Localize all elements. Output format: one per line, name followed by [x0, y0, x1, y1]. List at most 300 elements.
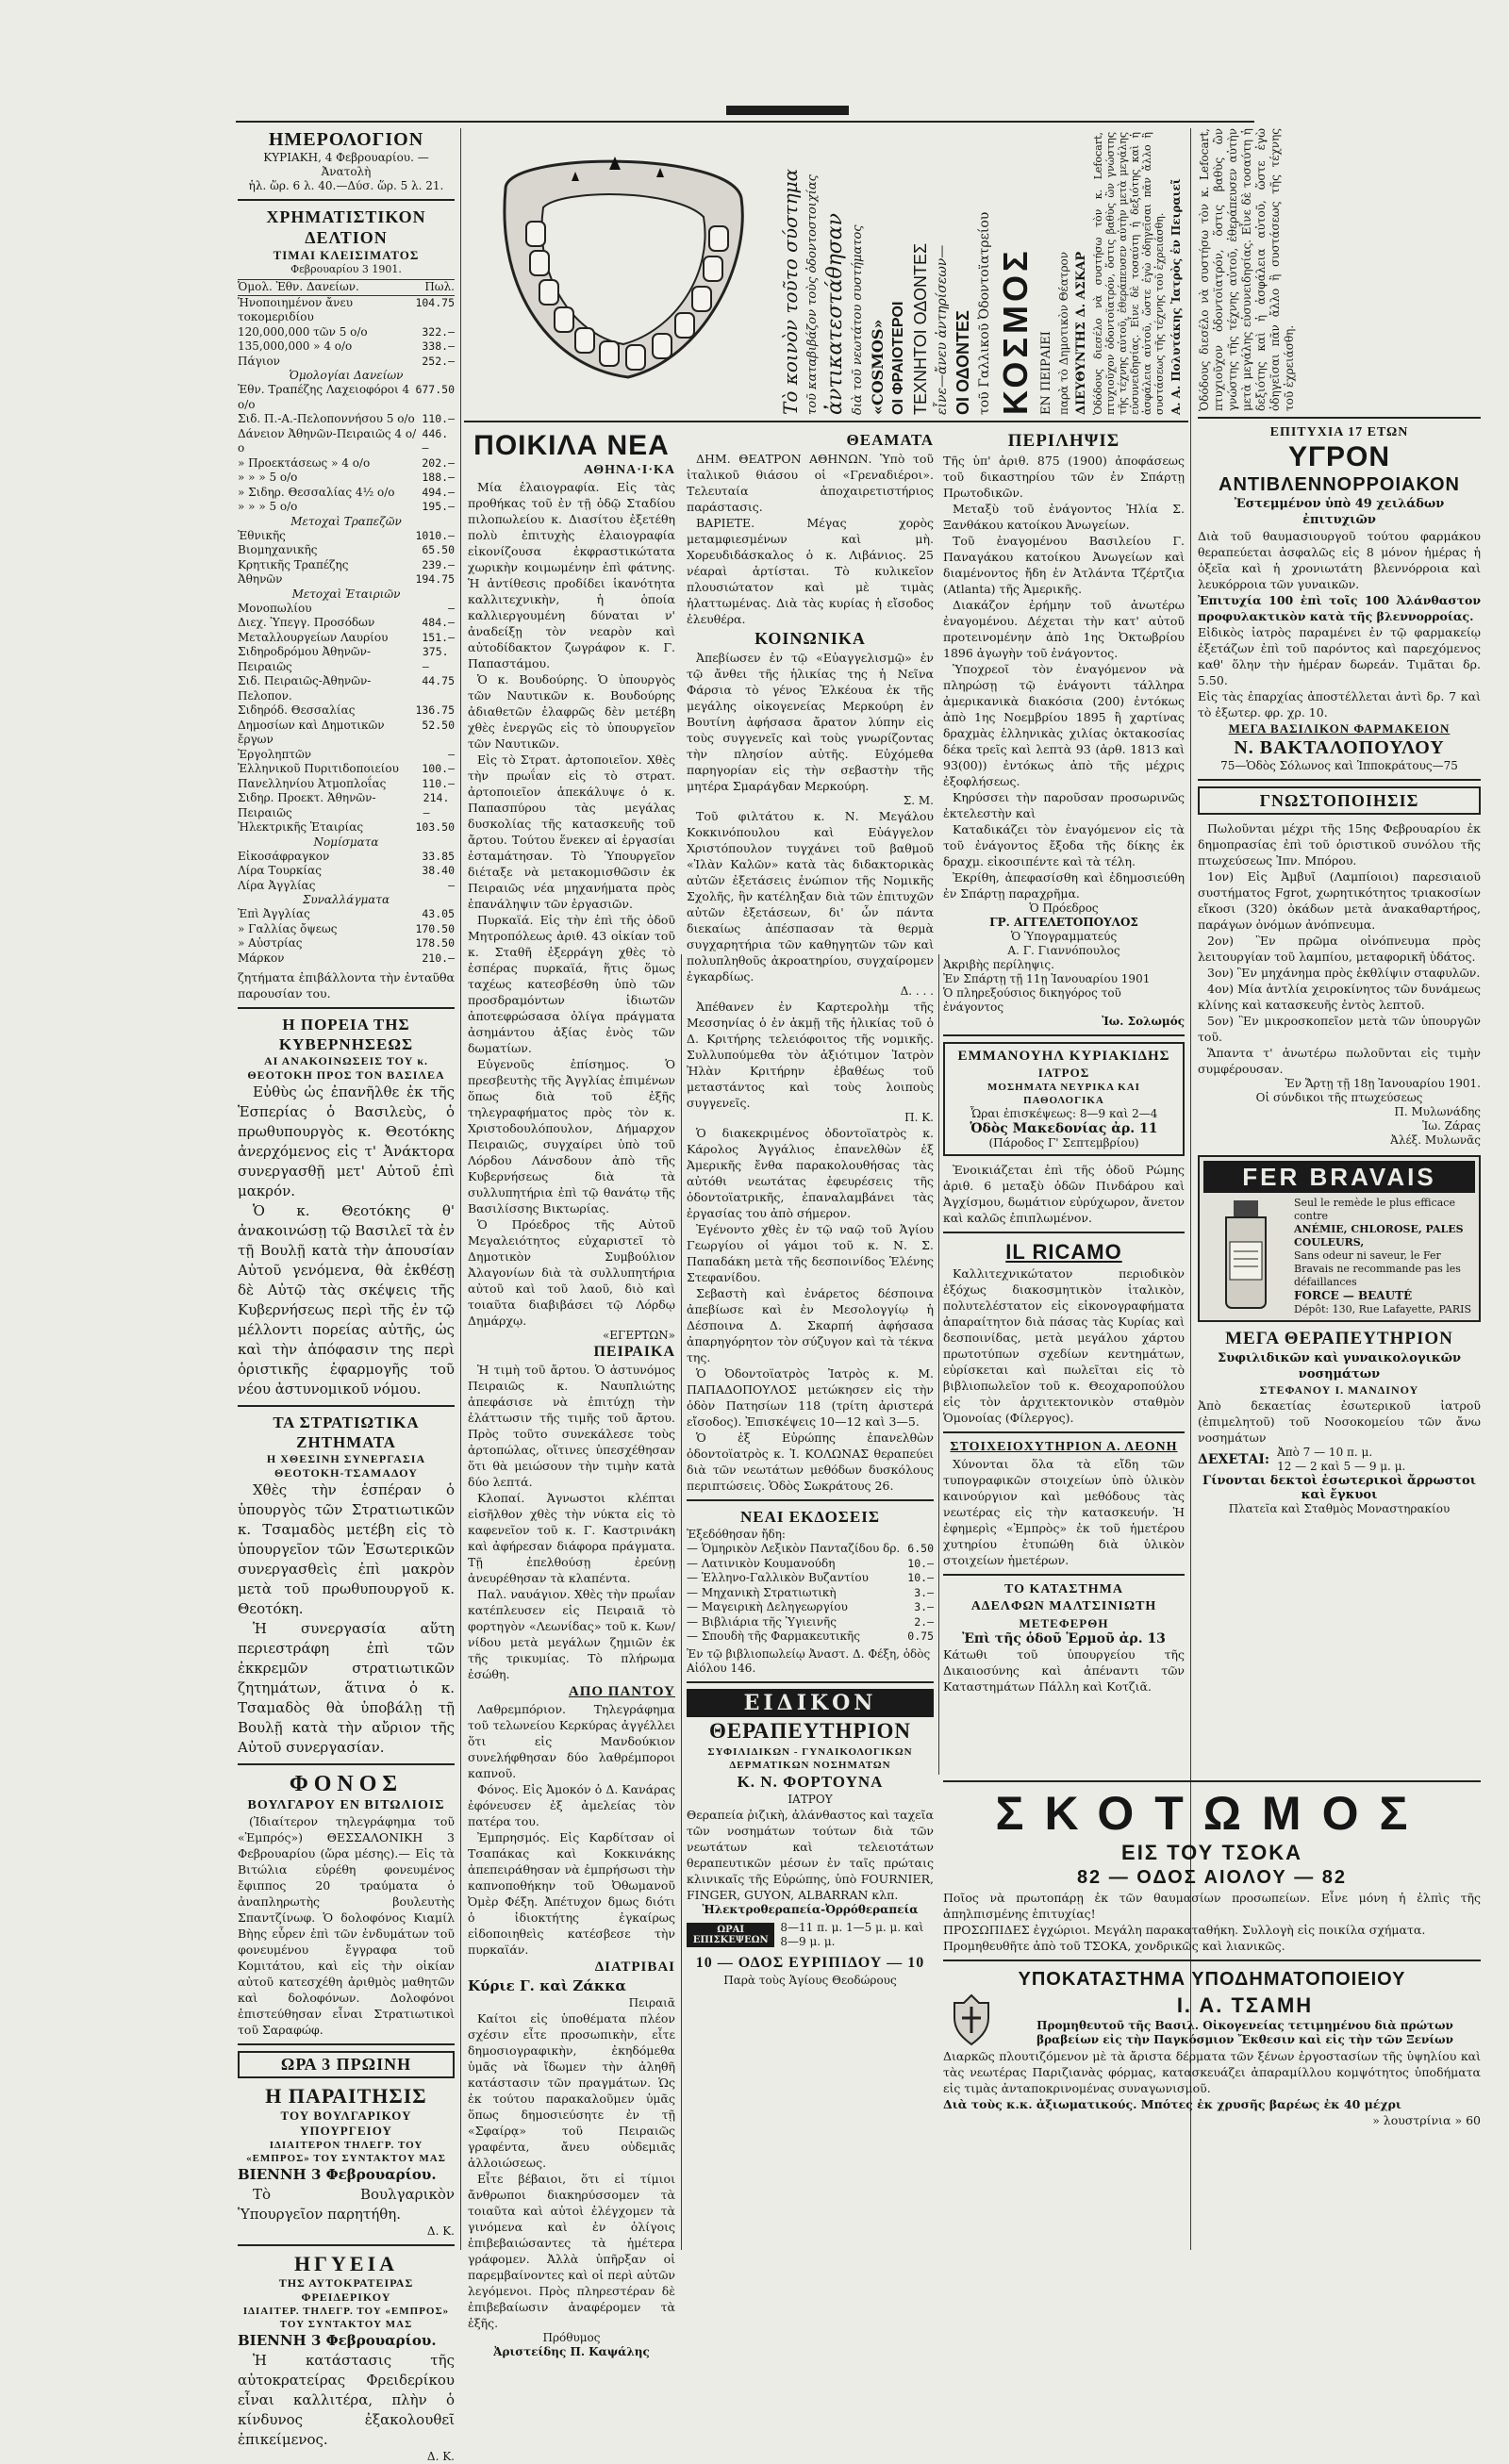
column-2: [468, 430, 675, 2359]
article-text: Ὁ Ὀδοντοϊατρὸς Ἰατρὸς κ. Μ. ΠΑΠΑΔΟΠΟΥΛΟΣ μετώκησεν εἰς τὴν ὁδὸν Πατησίων 118 (τρίτη ἀριστερά εἴσοδος). Ἐπισκέψεις 10—12 καὶ 3—5.: [687, 1366, 934, 1429]
ad-banner: ΕΙΔΙΚΟΝ: [687, 1689, 934, 1717]
ad-line: Ὁδόδους διεσέλο νὰ συστήσω τὸν κ. Lefocart, πτυχιοῦχον ὀδοντοϊατρόν, ὅστις βαθὺς ὢν γνώστης τῆς τέχνης αὐτοῦ, ἐθεράπευσεν αὐτὴν μετὰ μεγάλης εὐσυνειδησίας. Εἶνε δὲ τοσαύτη ἡ δεξιότης καὶ ἡ ἀσφάλεια αὐτοῦ, ὥστε ἐγὼ ὀδηγεῖσαι πᾶν ἄλλο ἢ συστάσεως τῆς τέχνης τοῦ ἐχρειάσθη.: [1092, 132, 1166, 415]
headline: ΦΟΝΟΣ: [289, 1772, 404, 1796]
calendar-line: ἡλ. ὥρ. 6 λ. 40.—Δύσ. ὥρ. 5 λ. 21.: [248, 179, 444, 192]
table-row: [238, 383, 455, 412]
signature: Πρόθυμος: [542, 2331, 601, 2344]
row-value: 239.—: [422, 557, 455, 571]
article-text: Ἐγένοντο χθὲς ἐν τῷ ναῷ τοῦ Ἁγίου Γεωργίου οἱ γάμοι τοῦ κ. Ν. Σ. Παπαδάκη μετὰ τῆς δεσποινίδος Ἑλένης Στεφανίδου.: [687, 1222, 934, 1284]
article-text: Μία ἐλαιογραφία. Εἰς τὰς προθήκας τοῦ ἐν τῇ ὁδῷ Σταδίου πιλοπωλείου κ. Διασίτου ἐξετέθη πολὺ ἐπιτυχὴς ἐλαιογραφία εἰκονίζουσα ἐκφραστικώτατα χωρικὴν κοιμωμένην ἐπὶ φάτνης. Ἡ ἀντίθεσις προδίδει ἱκανότητα καλλιτεχνικὴν, ἡ ὁποία καλλιεργουμένη δύναται ν' ἀναδείξῃ τὸν νεαρὸν καὶ αὐτοδίδακτον ζωγράφον κ. Γ. Παπαστάμου.: [468, 480, 675, 670]
exchange-section: Νομίσματα: [313, 835, 379, 849]
hours-value: Ἀπὸ 7 — 10 π. μ.: [1277, 1446, 1373, 1459]
ad-address: 75—Ὁδὸς Σόλωνος καὶ Ἱπποκράτους—75: [1220, 759, 1458, 772]
article-text: Παλ. ναυάγιον. Χθὲς τὴν πρωΐαν κατέπλευσεν εἰς Πειραιᾶ τὸ φορτηγὸν «Λεωνίδας» τοῦ κ. Κων/νίδου μετὰ μεγάλων ζημιῶν ἐκ τῆς τρικυμίας. Τὸ πλήρωμα ἐσώθη.: [468, 1587, 675, 1681]
article-text: Ὁ διακεκριμένος ὀδοντοϊατρὸς κ. Κάρολος Ἀγγάλιος ἐπανελθὼν ἐξ Ἀμερικῆς ἔνθα παρακολουθήσας τὰς αὐτόθι νεωτάτας ἐφευρέσεις τῆς ὀδοντοϊατρικῆς, ἐπαναλαμβάνει τὰς ἐργασίας του ἀπὸ σήμερον.: [687, 1126, 934, 1220]
column-1: [238, 128, 455, 2464]
rule: [464, 421, 1188, 422]
ad-line: ἀντικατεστάθησαν: [823, 212, 847, 415]
rule: [943, 1034, 1185, 1036]
column-3: [687, 430, 934, 1988]
exchange-section: Μετοχαὶ Τραπεζῶν: [290, 514, 402, 528]
ad-text: Εἰδικὸς ἰατρὸς παραμένει ἐν τῷ φαρμακείῳ ἐξετάζων ἐπὶ τοῦ παρόντος καὶ παρεχόμενος καθ' ὅλην τὴν ἡμέραν δωρεάν. Τιμᾶται δρ. 5.50.: [1198, 625, 1481, 687]
rule: [943, 1574, 1185, 1576]
ad-text: Διαρκῶς πλουτιζόμενον μὲ τὰ ἄριστα δέρματα τῶν ξένων ἐργοστασίων τῆς ὑψηλίου καὶ τὰς νεωτέρας Παριζιανὰς φόρμας, κατασκευάζει ἀπαραμίλλου κομψότητος ὑποδήματα εἰς τιμὰς ἀνταποκρινομένας συναγωνισμοῦ.: [943, 2049, 1481, 2095]
row-label: 120,000,000 τῶν 5 ο/ο: [238, 324, 368, 339]
rule: [238, 2244, 455, 2246]
row-label: Σιδηρ. Προεκτ. Ἀθηνῶν-Πειραιῶς: [238, 791, 376, 819]
telegram-label: ΙΔΙΑΙΤΕΡΟΝ ΤΗΛΕΓΡ. ΤΟΥ «ΕΜΠΡΟΣ» ΤΟΥ ΣΥΝΤΑΚΤΟΥ ΜΑΣ: [246, 2140, 446, 2164]
table-row: [238, 777, 455, 792]
dateline: ΒΙΕΝΝΗ 3 Φεβρουαρίου.: [238, 2332, 437, 2349]
subheadline: ΤΗΣ ΑΥΤΟΚΡΑΤΕΙΡΑΣ ΦΡΕΙΔΕΡΙΚΟΥ: [278, 2276, 414, 2304]
exchange-section: Ὁμολογίαι Δανείων: [289, 369, 404, 382]
column-divider: [681, 954, 682, 2250]
table-row: [238, 486, 455, 501]
article-text: Τὸ Βουλγαρικὸν Ὑπουργεῖον παρητήθη.: [238, 2186, 455, 2223]
telegram-label: ΙΔΙΑΙΤΕΡ. ΤΗΛΕΓΡ. ΤΟΥ «ΕΜΠΡΟΣ» ΤΟΥ ΣΥΝΤΑΚΤΟΥ ΜΑΣ: [242, 2306, 450, 2330]
row-label: » Γαλλίας ὄψεως: [238, 921, 338, 935]
signature: Οἱ σύνδικοι τῆς πτωχεύσεως: [1255, 1091, 1423, 1104]
subsection-title: ΠΕΙΡΑΙΚΑ: [593, 1344, 675, 1360]
headline: ΗΓΥΕΙΑ: [293, 2252, 399, 2275]
rule: [238, 199, 455, 201]
row-value: 38.40: [422, 864, 455, 877]
row-value: 33.85: [422, 849, 455, 863]
article-text: Ἐν Σπάρτῃ τῇ 11ῃ Ἰανουαρίου 1901: [943, 972, 1151, 985]
ad-role: ΙΑΤΡΟΥ: [788, 1792, 833, 1806]
article-text: Πωλοῦνται μέχρι τῆς 15ης Φεβρουαρίου ἐκ δημοπρασίας ἐπὶ τοῦ ὁριστικοῦ συνόλου τῆς πτωχεύσεως Ἰπν. Μπόρου.: [1198, 821, 1481, 868]
exchange-table: [238, 850, 455, 894]
article-text: Ἐν Ἄρτῃ τῇ 18ῃ Ἰανουαρίου 1901.: [1285, 1077, 1481, 1090]
table-row: [687, 1615, 934, 1630]
rule: [943, 1431, 1185, 1433]
headline: Η ΠΑΡΑΙΤΗΣΙΣ: [265, 2084, 427, 2108]
column-divider: [460, 128, 461, 2250]
table-row: [687, 1557, 934, 1572]
row-value: 1010.—: [415, 528, 455, 542]
article-text: ζητήματα ἐπιβάλλοντα τὴν ἐνταῦθα παρουσίαν του.: [238, 970, 455, 1000]
table-row: [238, 850, 455, 865]
table-row: [238, 296, 455, 325]
signature: Σ. Μ.: [903, 794, 934, 807]
table-row: [238, 325, 455, 340]
row-label: Σιδ. Π.-Α.-Πελοποννήσου 5 ο/ο: [238, 412, 415, 425]
article-text: Πυρκαϊά. Εἰς τὴν ἐπὶ τῆς ὁδοῦ Μητροπόλεως ἀριθ. 43 οἰκίαν τοῦ κ. Σταθῆ ἐξερράγη χθὲς τὸ ἑσπέρας πυρκαϊά, ἥτις ὅμως ταχέως κατεσβέσθη ὑπὸ τῶν προσδραμόντων ἰδιωτῶν ἀποτεφρώσασα ὀλίγα πράγματα ἀσημάντου ἀξίας ἐνὸς τῶν δωματίων.: [468, 913, 675, 1055]
article-text: Χθὲς τὴν ἑσπέραν ὁ ὑπουργὸς τῶν Στρατιωτικῶν κ. Τσαμαδὸς μετέβη εἰς τὸ ὑπουργεῖον τῶν Ἐσωτερικῶν συνεργασθεὶς ἐπὶ μακρὸν μετὰ τοῦ πρωθυπουργοῦ κ. Θεοτόκη.: [238, 1481, 455, 1617]
table-row: [687, 1542, 934, 1557]
ad-subtitle: ΑΝΤΙΒΛΕΝΝΟΡΡΟΙΑΚΟΝ: [1219, 474, 1460, 495]
row-label: Μονοπωλίου: [238, 601, 312, 615]
row-value: —: [448, 878, 455, 892]
ad-subtitle: ΜΟΣΗΜΑΤΑ ΝΕΥΡΙΚΑ ΚΑΙ ΠΑΘΟΛΟΓΙΚΑ: [987, 1082, 1140, 1106]
signature: Ἰω. Σολωμός: [1102, 1015, 1185, 1028]
ad-title: ΣΚΟΤΩΜΟΣ: [995, 1787, 1429, 1840]
row-value: 10.—: [907, 1571, 934, 1584]
notice-box: [1198, 786, 1481, 815]
row-label: — Βιβλιάρια τῆς Ὑγιεινῆς: [687, 1614, 837, 1629]
denture-illustration: [468, 132, 773, 415]
table-row: [238, 456, 455, 471]
article-text: Ἡ κατάστασις τῆς αὐτοκρατείρας Φρειδερίκου εἶναι καλλιτέρα, πλὴν ὁ κίνδυνος ἐξακολουθεῖ ἐπικείμενος.: [238, 2352, 455, 2448]
row-label: Πανελληνίου Ἀτμοπλοΐας: [238, 776, 387, 790]
table-row: [238, 616, 455, 631]
row-label: » Αὐστρίας: [238, 936, 303, 950]
article-text: Ὁ ἐξ Εὐρώπης ἐπανελθὼν ὀδοντοϊατρὸς κ. Ἰ. ΚΟΛΩΝΑΣ θεραπεύει διὰ τῶν νεωτάτων μεθόδων δυσκόλους περιπτώσεις. Ὁδὸς Σωκράτους 26.: [687, 1430, 934, 1493]
table-row: [238, 907, 455, 922]
table-row: [238, 864, 455, 879]
row-value: 494.—: [422, 485, 455, 499]
ad-text: Χύνονται ὅλα τὰ εἴδη τῶν τυπογραφικῶν στοιχείων ὑπὸ ὑλικὸν καινούργιον καὶ μεθόδους τὰς νεωτέρας εἰς τὴν κατασκευήν. Ἡ ἐφημερὶς «Ἐμπρὸς» ἐκ τοῦ ἡμετέρου χυτηρίου ἐτυπώθη διὰ ὑλικὸν στοιχείων ἡμετέρων.: [943, 1457, 1185, 1567]
article-text: Κλοπαί. Ἀγνωστοι κλέπται εἰσῆλθον χθὲς τὴν νύκτα εἰς τὸ καφενεῖον τοῦ κ. Γ. Καστρινάκη καὶ ἀφήρεσαν διάφορα πράγματα. Τῇ ἐπελθούσῃ ἐρεύνῃ ἀνευρέθησαν τὰ κλαπέντα.: [468, 1491, 675, 1585]
article-text: Ἅπαντα τ' ἀνωτέρω πωλοῦνται εἰς τιμὴν συμφέρουσαν.: [1198, 1046, 1481, 1076]
article-text: Διακάζον ἐρήμην τοῦ ἀνωτέρω ἐναγομένου. Δέχεται τὴν κατ' αὐτοῦ προτεινομένην ἀπὸ 1ης Ὀκτωβρίου 1896 ἀγωγὴν τοῦ ἐνάγοντος.: [943, 598, 1185, 660]
row-value: —: [448, 601, 455, 615]
signature: Π. Κ.: [904, 1111, 934, 1124]
ad-line: Sans odeur ni saveur, le Fer Bravais ne recommande pas les défaillances: [1294, 1249, 1461, 1288]
ad-banner: ΕΠΙΤΥΧΙΑ 17 ΕΤΩΝ: [1269, 425, 1409, 439]
table-row: [238, 951, 455, 967]
top-rule: [236, 121, 1254, 123]
ad-text: » λουστρίνια » 60: [1372, 2113, 1481, 2127]
ad-text: Κάτωθι τοῦ ὑπουργείου τῆς Δικαιοσύνης καὶ ἀπέναντι τῶν Καταστημάτων Πάλλη καὶ Κοτζιᾶ.: [943, 1647, 1185, 1694]
hours-label: ΩΡΑΙ ΕΠΙΣΚΕΨΕΩΝ: [687, 1923, 774, 1947]
ad-line: ANÉMIE, CHLOROSE, PALES COULEURS,: [1294, 1223, 1464, 1249]
bottle-icon: [1203, 1197, 1288, 1310]
row-label: Λίρα Ἀγγλίας: [238, 878, 316, 892]
row-label: — Σπουδὴ τῆς Φαρμακευτικῆς: [687, 1629, 860, 1643]
ad-title: ΥΓΡΟΝ: [1287, 441, 1391, 472]
row-value: 3.—: [914, 1585, 934, 1599]
exchange-header: [238, 279, 455, 296]
signature: Δ. Κ.: [426, 2450, 455, 2463]
ad-text: Ἀπὸ δεκαετίας ἐσωτερικοῦ ἰατροῦ (ἐπιμελητοῦ) τοῦ Νοσοκομείου τῶν ἄνω νοσημάτων: [1198, 1398, 1481, 1445]
article-text: Ὁ κ. Βουδούρης. Ὁ ὑπουργὸς τῶν Ναυτικῶν κ. Βουδούρης ἀδιαθετῶν ἐλαφρῶς δὲν μετέβη χθὲς ἐνεργῶς εἰς τὸ ὑπουργεῖον τῶν Ναυτικῶν.: [468, 672, 675, 751]
row-value: 6.50: [907, 1542, 934, 1555]
section-title: ΚΟΙΝΩΝΙΚΑ: [754, 629, 866, 648]
section-title: ΠΕΡΙΛΗΨΙΣ: [1007, 431, 1120, 451]
masthead-strip: [236, 102, 1254, 123]
signature: Δ. Κ.: [426, 2224, 455, 2238]
row-label: Ἀθηνῶν: [238, 572, 283, 586]
signature: Ὁ Πρόεδρος: [1029, 901, 1099, 915]
ad-name: Ι. Α. ΤΣΑΜΗ: [1176, 1993, 1314, 2017]
ad-text: Ποῖος νὰ πρωτοπάρῃ ἐκ τῶν θαυμασίων προσωπείων. Εἶνε μόνη ἡ ἐλπὶς τῆς ἀπηλπισμένης ἐπιτυχίας!: [943, 1891, 1481, 1921]
column-divider: [938, 954, 939, 1775]
row-label: Διεχ. Ὑπεγγ. Προσόδων: [238, 616, 375, 629]
exchange-col-label: Ὁμολ. Ἐθν. Δανείων.: [238, 280, 359, 293]
signature: Ὁ Ὑπογραμματεύς: [1010, 930, 1118, 943]
table-row: [687, 1586, 934, 1601]
ad-line: ΟΙ ΟΔΟΝΤΕΣ: [953, 310, 972, 415]
ad-line: FORCE — BEAUTÉ: [1294, 1289, 1413, 1302]
row-value: 110.—: [422, 412, 455, 425]
rule: [943, 1232, 1185, 1233]
ad-doctor: ΣΤΕΦΑΝΟΥ Ι. ΜΑΝΔΙΝΟΥ: [1259, 1383, 1419, 1397]
section-title: ΘΕΑΜΑΤΑ: [846, 431, 934, 449]
table-row: [238, 471, 455, 486]
row-label: » » » 5 ο/ο: [238, 500, 298, 513]
ad-line: παρὰ τὸ Δημοτικὸν Θέατρον: [1057, 251, 1070, 415]
table-row: [238, 339, 455, 355]
row-value: 214.—: [423, 791, 450, 819]
exchange-title: ΧΡΗΜΑΤΙΣΤΙΚΟΝ ΔΕΛΤΙΟΝ: [266, 207, 426, 247]
ad-title: FER BRAVAIS: [1203, 1161, 1475, 1193]
row-value: 210.—: [422, 951, 455, 965]
exchange-date: Φεβρουαρίου 3 1901.: [290, 263, 402, 275]
row-label: Δημοσίων καὶ Δημοτικῶν ἔργων: [238, 718, 385, 746]
row-value: 0.75: [907, 1629, 934, 1643]
article-text: Ἐξεδόθησαν ἤδη:: [687, 1528, 786, 1541]
table-row: [238, 922, 455, 937]
ad-text: Εἰς τὰς ἐπαρχίας ἀποστέλλεται ἀντὶ δρ. 7 καὶ τὸ ἐξωτερ. φρ. χρ. 10.: [1198, 689, 1481, 719]
ad-title: ΜΕΓΑ ΘΕΡΑΠΕΥΤΗΡΙΟΝ: [1225, 1329, 1453, 1348]
signature: Ἀριστείδης Π. Καψάλης: [493, 2345, 650, 2358]
row-value: 677.50: [415, 383, 455, 396]
article-text: Τοῦ ἐναγομένου Βασιλείου Γ. Παναγάκου κατοίκου Ἀνωγείων καὶ διαμένοντος ἤδη ἐν Ἀτλάντα Τζέρτζια (Atlanta) τῆς Ἀμερικῆς.: [943, 534, 1185, 596]
ad-text: Ἠλεκτροθεραπεία-Ὀρρόθεραπεία: [702, 1902, 919, 1916]
article-text: Εὐγενοῦς ἐπίσημος. Ὁ πρεσβευτὴς τῆς Ἀγγλίας ἐπιμένων ὅπως διὰ τοῦ ἐξῆς τηλεγραφήματος πρὸς τὸν κ. Χριστοδουλόπουλον, Δήμαρχον Πειραιῶς, συγχαίρει ὑπὸ τοῦ Λόρδου Λάνσδουν ἀπὸ τῆς Κυβερνήσεως διὰ τὰ συλλυπητήρια ἐπὶ τῷ θανάτῳ τῆς Βασιλίσσης Βικτωρίας.: [468, 1057, 675, 1215]
article-text: Ἐμπρησμός. Εἰς Καρδίτσαν οἱ Τσαπάκας καὶ Κοκκινάκης ἀπεπειράθησαν νὰ ἐμπρήσωσι τὴν καπνοποθήκην τοῦ Ὀθωμανοῦ Ὀμὲρ Φέξη. Ἀπέτυχον δμως διότι ὁ ἰδιοκτήτης ἐγκαίρως εἰδοποιηθεὶς κατέσβεσε τὴν πυρκαϊάν.: [468, 1830, 675, 1957]
headline: ΩΡΑ 3 ΠΡΩΙΝΗ: [280, 2055, 412, 2074]
salutation: Κύριε Γ. καὶ Ζάκκα: [468, 1977, 626, 1994]
ad-text: Διὰ τοῦ θαυμασιουργοῦ τούτου φαρμάκου θεραπεύεται ἀσφαλῶς εἰς 8 μόνον ἡμέρας ἡ ὀξεῖα καὶ ἡ χρονιωτάτη βλεννόρροια καὶ λευκόρροια τῶν γυναικῶν.: [1198, 529, 1481, 591]
table-row: [238, 674, 455, 703]
section-title: ΓΝΩΣΤΟΠΟΙΗΣΙΣ: [1259, 791, 1419, 810]
table-row: [238, 703, 455, 719]
hours-row: [1198, 1446, 1481, 1474]
article-text: Ἀπέθανεν ἐν Καρτερολὴμ τῆς Μεσσηνίας ὁ ἐν ἀκμῇ τῆς ἡλικίας τοῦ ὁ Δ. Κριτήρης τελειόφοιτος τῆς νομικῆς. Συλλυπούμεθα τὸν ἀξιότιμον Ἰατρὸν Ἠλὰν Κριτήρην ἐβαθέως τοῦ μεταστάντος καὶ τοὺς λοιποὺς συγγενεῖς.: [687, 1000, 934, 1110]
article-text: Ἐν τῷ βιβλιοπωλείῳ Ἀναστ. Δ. Φέξη, ὁδὸς Αἰόλου 146.: [687, 1646, 931, 1675]
table-row: [238, 355, 455, 370]
ad-address: Ὁδὸς Μακεδονίας ἀρ. 11: [970, 1121, 1158, 1136]
ad-box: [943, 1042, 1185, 1156]
row-value: 484.—: [422, 616, 455, 629]
ad-line: ΔΙΕΥΘΥΝΤΗΣ Δ. ΑΣΚΑΡ: [1074, 251, 1088, 415]
column-5: [1198, 128, 1481, 1516]
ad-text: Γίνονται δεκτοὶ ἐσωτερικοὶ ἄρρωστοι καὶ ἔγκυοι: [1202, 1474, 1476, 1502]
row-label: » Προεκτάσεως » 4 ο/ο: [238, 455, 371, 470]
signature: Ἰω. Ζάρας: [1422, 1119, 1481, 1133]
article-text: Ἡ συνεργασία αὕτη περιεστράφη ἐπὶ τῶν ἐκκρεμῶν στρατιωτικῶν ζητημάτων, ἅτινα ὁ κ. Τσαμαδὸς θὰ ὑποβάλῃ τῇ Βουλῇ κατὰ τὴν αὔριον τῆς Αὐτοῦ συνεργασίαν.: [238, 1620, 455, 1756]
rule: [1198, 779, 1481, 781]
ad-text: Ἐπιτυχία 100 ἐπὶ τοῖς 100 Ἀλάνθαστον προφυλακτικὸν κατὰ τῆς βλεννορροίας.: [1198, 593, 1481, 623]
article-text: Τοῦ φιλτάτου κ. Ν. Μεγάλου Κοκκινόπουλου καὶ Εὐάγγελον Χριστόπουλον τυγχάνει τοῦ βαθμοῦ «Ἰλὰν Καλῶν» κατὰ τὰς διδακτορικὰς αὐτῶν ἐξετάσεις ἐνώπιον τῆς Νομικῆς Σχολῆς, ἣν κατέληξαν διὰ τῶν ἐπιτυχῶν αὐτῶν ἐξετάσεων, δι' ὧν πάντα διεκαίως ἀπέσπασαν τὰ θερμὰ συγχαρητήρια τῶν καθηγητῶν τῶν καὶ πολυπληθοῦς ἀκροατηρίου, συγχαίρομεν ἐγκαρδίως.: [687, 809, 934, 984]
ad-text: Διὰ τοὺς κ.κ. ἀξιωματικούς. Μπότες ἐκ χρυσῆς βαρέως ἐκ 40 μέχρι: [943, 2097, 1401, 2111]
row-label: Δάνειον Ἀθηνῶν-Πειραιῶς 4 ο/ο: [238, 426, 417, 455]
row-label: » Σιδηρ. Θεσσαλίας 4½ ο/ο: [238, 485, 395, 499]
table-row: [238, 719, 455, 748]
article-text: 3ον) Ἓν μηχάνημα πρὸς ἐκθλίψιν σταφυλῶν.: [1207, 966, 1481, 980]
column-4: [943, 430, 1185, 1695]
article-text: Καταδικάζει τὸν ἐναγόμενον εἰς τὰ τοῦ ἐνάγοντος ἔξοδα τῆς δίκης ἐκ δραχμ. εἰκοσιπέντε καὶ τὰ τέλη.: [943, 822, 1185, 868]
table-row: [238, 558, 455, 573]
row-label: — Λατινικὸν Κουμανούδη: [687, 1556, 836, 1570]
exchange-table: [238, 602, 455, 835]
article-text: ΒΑΡΙΕΤΕ. Μέγας χορὸς μεταμφιεσμένων καὶ μὴ. Χορευδιδάσκαλος ὁ κ. Λιβάνιος. 25 νέαραὶ ἀρτίσται. Τὸ κυλικεῖον πλουσιώτατον καὶ μὲ τιμὰς ἡλαττωμένας. Διὰ τὰς κυρίας ἡ εἴσοδος ἐλευθέρα.: [687, 516, 934, 626]
row-value: 375.—: [422, 645, 449, 673]
row-value: 65.50: [422, 543, 455, 556]
article-text: 4ον) Μία ἀντλία χειροκίνητος τῶν δυνάμεως κλίνης καὶ κατασκευῆς ἐντὸς λεπτοῦ.: [1198, 982, 1481, 1012]
signature: Α. Γ. Γιαννόπουλος: [1007, 944, 1120, 957]
ad-line: ΕΝ ΠΕΙΡΑΙΕΙ: [1039, 331, 1053, 415]
hours-value: 8—11 π. μ. 1—5 μ. μ. καὶ 8—9 μ. μ.: [780, 1920, 924, 1948]
exchange-table: [238, 907, 455, 966]
crest-illustration: [943, 1992, 1000, 2048]
subsection-title: ΔΙΑΤΡΙΒΑΙ: [594, 1960, 675, 1975]
row-label: 135,000,000 » 4 ο/ο: [238, 339, 353, 353]
ad-line: Dépôt: 130, Rue Lafayette, PARIS: [1294, 1303, 1472, 1315]
time-box: [238, 2051, 455, 2078]
rule: [238, 2043, 455, 2045]
ad-address: Παρὰ τοὺς Ἁγίους Θεοδώρους: [723, 1973, 897, 1987]
ad-address: (Πάροδος Γ' Σεπτεμβρίου): [988, 1136, 1139, 1149]
ad-text: Θεραπεία ῥιζικὴ, ἀλάνθαστος καὶ ταχεῖα τῶν νοσημάτων τούτων διὰ τῶν νεωτάτων καὶ τελειοτάτων θεραπευτικῶν μέσων ἐν ταῖς πρώταις κλινικαῖς τῆς Εὐρώπης, ὑπὸ FOURNIER, FINGER, GUYON, ALBARRAN κλπ.: [687, 1807, 934, 1902]
table-row: [238, 500, 455, 515]
article-text: Καίτοι εἰς ὑποθέματα πλέον σχέσιν εἶτε προσωπικὴν, εἶτε δημοσιογραφικὴν, ἐκηδόμεθα ὑμᾶς νὰ ἴδωμεν τὴν ἀληθῆ κατάστασιν τῶν πραγμάτων. Ὡς ἐκ τούτου παρακαλοῦμεν ὑμᾶς ὅπως δημοσιεύσητε ἐν τῇ «Σφαίρᾳ» τοῦ Πειραιῶς γραφέντα, ἄνευ οὐδεμιᾶς ἀλλοιώσεως.: [468, 2011, 675, 2170]
ad-address: 82 — ΟΔΟΣ ΑΙΟΛΟΥ — 82: [1076, 1867, 1348, 1888]
section-title: ΝΕΑΙ ΕΚΔΟΣΕΙΣ: [740, 1508, 880, 1526]
ad-line: τοῦ Γαλλικοῦ Ὀδοντοϊατρείου: [977, 211, 992, 415]
exchange-table: [238, 529, 455, 587]
ad-line: ΚΟΣΜΟΣ: [996, 247, 1035, 415]
article-text: Ἐκρίθη, ἀπεφασίσθη καὶ ἐδημοσιεύθη ἐν Σπάρτῃ παραχρῆμα.: [943, 870, 1185, 901]
table-row: [238, 543, 455, 558]
skotomos-ad: [943, 1786, 1481, 2128]
ad-text: ΠΡΟΣΩΠΙΔΕΣ ἐγχώριοι. Μεγάλη παρακαταθήκη. Συλλογὴ εἰς ποικίλα σχήματα.: [943, 1923, 1426, 1937]
row-label: Ἐπὶ Ἀγγλίας: [238, 907, 310, 920]
article-text: (Ἰδιαίτερον τηλεγράφημα τοῦ «Ἐμπρός») ΘΕΣΣΑΛΟΝΙΚΗ 3 Φεβρουαρίου (ὥρα μέσης).— Εἰς τὰ Βιτώλια εὑρέθη φονευμένος ἔφιππος 20 τραύματα ὁ ἀναπληρωτὴς βουλευτὴς Σπαντζίνωφ. Ὁ δολοφόνος Κιαμίλ Βὴης εὗρεν ἐπὶ τῶν ἐνδυμάτων τοῦ φονευμένου ἔγγραφα τοῦ Κομιτάτου, καὶ εἰς τὴν οἰκίαν αὐτοῦ κατεσχέθη ἀριθμὸς μαθητῶν καὶ δολοφόνων. Δολοφόνοι ἐπιστεύθησαν εἶναι Στρατιωτικοὶ τοῦ Σαραφώφ.: [238, 1814, 455, 2037]
ad-subtitle: ΕΙΣ ΤΟΥ ΤΣΟΚΑ: [1121, 1841, 1302, 1864]
ad-text: Ὧραι ἐπισκέψεως: 8—9 καὶ 2—4: [970, 1107, 1158, 1120]
table-row: [238, 820, 455, 835]
row-value: 194.75: [415, 572, 455, 586]
row-label: Ἐργοληπτῶν: [238, 747, 312, 761]
row-value: 3.—: [914, 1600, 934, 1613]
article-text: Ἀπεβίωσεν ἐν τῷ «Εὐαγγελισμῷ» ἐν τῷ ἄνθει τῆς ἡλικίας της ἡ Νεῖνα Φάρσια τὸ γένος Ἐλκέουα ἐκ τῆς μεγάλης οἰκογενείας Μερκούρη ἐν Βουτίνη ἀφήσασα ἄρατον λύπην εἰς τοὺς συγγενεῖς καὶ τοὺς γνωρίζοντας τὴν πλησίον αὐτῆς. Εὐχόμεθα παρηγορίαν εἰς τὴν σεβαστὴν τῆς μητέρα Σμαράγδαν Μερκούρη.: [687, 651, 934, 793]
article-text: 5ον) Ἓν μικροσκοπεῖον μετὰ τῶν ὑπουργῶν τοῦ.: [1198, 1014, 1481, 1044]
table-row: [238, 748, 455, 763]
exchange-table: [238, 383, 455, 515]
editions-list: [687, 1542, 934, 1645]
row-value: 188.—: [422, 471, 455, 484]
subsection-title: ΑΠΟ ΠΑΝΤΟΥ: [568, 1684, 675, 1699]
subheadline: ΒΟΥΛΓΑΡΟΥ ΕΝ ΒΙΤΩΛΙΟΙΣ: [247, 1798, 445, 1812]
row-label: — Ὁμηρικὸν Λεξικὸν Πανταζίδου δρ.: [687, 1542, 901, 1555]
row-label: Μάρκον: [238, 951, 285, 965]
calendar-title: ΗΜΕΡΟΛΟΓΙΟΝ: [268, 129, 424, 150]
article-text: Εἶτε βέβαιοι, ὅτι εἰ τίμιοι ἄνθρωποι διακηρύσσομεν τὰ τοιαῦτα καὶ αὐτοὶ ἐλέγχομεν τὰ γινόμενα καὶ ἐν ὀλίγοις ἐπιβεβαιώσαντες τὰ ἡμέτερα γράφομεν. Ἀλλὰ ὑπῆρξαν οἱ παρεμβαίνοντες καὶ οἱ περὶ αὐτῶν λεγόμενοι. Πρὸς πληρεστέραν δὲ ἐπιβεβαίωσιν ἀναφέρομεν τὰ ἐξῆς.: [468, 2172, 675, 2330]
article-text: Ὁ πληρεξούσιος δικηγόρος τοῦ ἐνάγοντος: [943, 986, 1121, 1014]
row-value: 44.75: [422, 674, 455, 687]
ad-title: ΑΔΕΛΦΩΝ ΜΑΛΤΣΙΝΙΩΤΗ: [970, 1599, 1157, 1613]
table-row: [238, 412, 455, 427]
row-value: 178.50: [415, 936, 455, 950]
table-row: [238, 631, 455, 646]
row-value: 103.50: [415, 820, 455, 834]
row-value: 52.50: [422, 718, 455, 732]
article-text: Ὁ Πρόεδρος τῆς Αὐτοῦ Μεγαλειότητος εὐχαριστεῖ τὸ Δημοτικὸν Συμβούλιον Ἀλαγονίων διὰ τὰ συλλυπητήρια αὐτοῦ καὶ τοῦ λαοῦ, διὸ καὶ τοιαῦτα διαβιβάσει τῷ Λόρδῳ Δημάρχῳ.: [468, 1217, 675, 1328]
article-text: Εἰς τὸ Στρατ. ἀρτοποιεῖον. Χθὲς τὴν πρωΐαν εἰς τὸ στρατ. ἀρτοποιεῖον ἀπεκάλυψε ὁ κ. Παπασπύρου τὰς μεγάλας δυσκολίας τῆς κατασκευῆς τοῦ ἄρτου. Τούτου ἕνεκεν αἱ ἐργασίαι ἐσταμάτησαν. Τὸ Ὑπουργεῖον διέταξε νὰ μετακομισθῶσιν ἐκ Πειραιῶς νέα μηχανήματα πρὸς ἐπανάληψιν τῶν ἐργασιῶν.: [468, 752, 675, 911]
row-label: Ἐθν. Τραπέζης Λαχειοφόροι 4 ο/ο: [238, 383, 410, 411]
table-row: [238, 791, 455, 820]
row-value: 151.—: [422, 630, 455, 644]
table-row: [238, 645, 455, 674]
row-label: — Ἑλληνο-Γαλλικὸν Βυζαντίου: [687, 1571, 869, 1584]
subsection-title: ΑΘΗΝΑ·Ι·ΚΑ: [583, 463, 675, 477]
row-label: Μεταλλουργείων Λαυρίου: [238, 630, 389, 644]
ad-line: εἶνε—ἄνευ ἀντηρίσεων—: [935, 244, 950, 415]
ad-text: Ἐστεμμένον ὑπὸ 49 χειλάδων ἐπιτυχιῶν: [1234, 497, 1445, 527]
dateline: ΒΙΕΝΝΗ 3 Φεβρουαρίου.: [238, 2166, 437, 2183]
ad-line: Α. Α. Πολυτάκης Ἰατρὸς ἐν Πειραιεῖ: [1169, 178, 1183, 415]
table-row: [238, 762, 455, 777]
subsection-title: «ΕΓΕΡΤΩΝ»: [602, 1329, 675, 1342]
masthead-fragment: [726, 106, 849, 115]
ad-subtitle: ΣΥΦΙΛΙΔΙΚΩΝ - ΓΥΝΑΙΚΟΛΟΓΙΚΩΝ ΔΕΡΜΑΤΙΚΩΝ ΝΟΣΗΜΑΤΩΝ: [707, 1745, 913, 1771]
signature: Π. Μυλωνάδης: [1394, 1105, 1481, 1118]
ad-text: Προμηθευτοῦ τῆς Βασιλ. Οἰκογενείας τετιμημένου διὰ πρώτων βραβείων εἰς τὴν Παγκόσμιον Ἔκθεσιν καὶ εἰς τὴν τῶν Ξενίων: [1036, 2019, 1453, 2046]
ad-line: Τὸ κοινὸν τοῦτο σύστημα: [779, 168, 802, 415]
table-row: [687, 1600, 934, 1615]
bottle-illustration: [1203, 1197, 1288, 1310]
rule: [943, 1960, 1481, 1961]
ad-address: Ἐπὶ τῆς ὁδοῦ Ἑρμοῦ ἀρ. 13: [962, 1631, 1166, 1646]
article-text: Ἡ τιμὴ τοῦ ἄρτου. Ὁ ἀστυνόμος Πειραιῶς κ. Ναυπλιώτης ἀπεφάσισε νὰ ἐπιτύχῃ τὴν ἐλάττωσιν τῆς τιμῆς τοῦ ἄρτου. Πρὸς τοῦτο συνεκάλεσε τοὺς ἀρτοπώλας, οἵτινες ὑπεσχέθησαν ὅτι θὰ μειώσουν τὴν τιμὴν κατὰ δύο λεπτά.: [468, 1363, 675, 1489]
ad-text: Καλλιτεχνικώτατον περιοδικὸν ἐξόχως διακοσμητικὸν ἰταλικὸν, πολυτελέστατον εἰς εἰκονογραφήματα ἀπαραίτητον διὰ πάσας τὰς Κυρίας καὶ δεσποινίδας, μετὰ μεγάλου χάρτου πρωτοτύπων σχεδίων κεντημάτων, εὑρίσκεται καὶ πωλεῖται εἰς τὸ βιβλιοπωλεῖον τοῦ κ. Θεοχαροπούλου εἰς τὸν ἀρχιτεκτονικὸν σταθμὸν Ὁμονοίας (Φίλεργος).: [943, 1266, 1185, 1425]
ad-address: Πλατεῖα καὶ Σταθμὸς Μοναστηρακίου: [1228, 1502, 1451, 1515]
rule: [238, 1007, 455, 1009]
row-label: Πάγιον: [238, 354, 280, 368]
table-row: [238, 572, 455, 587]
rule: [238, 1763, 455, 1765]
ad-line: Seul le remède le plus efficace contre: [1294, 1197, 1455, 1222]
ad-line: τοῦ καταβιβάζον τοὺς ὀδοντοστοιχίας: [805, 174, 820, 415]
row-label: Εἰκοσάφραγκον: [238, 849, 330, 863]
row-label: Ἠλεκτρικῆς Ἑταιρίας: [238, 820, 364, 834]
row-value: 110.—: [422, 776, 455, 790]
rule: [1198, 417, 1481, 419]
article-text: Ἐνοικιάζεται ἐπὶ τῆς ὁδοῦ Ρώμης ἀριθ. 6 μεταξὺ ὁδῶν Πινδάρου καὶ Ἀγχίσμου, δωμάτιον εὐρύχωρον, ἄνετον καὶ καλῶς ἐπιπλωμένον.: [943, 1163, 1185, 1225]
exchange-table: [238, 296, 455, 370]
ad-text: Προμηθευθῆτε ἀπὸ τοῦ ΤΣΟΚΑ, χονδρικῶς καὶ λιανικῶς.: [943, 1939, 1285, 1953]
ad-role: ΙΑΤΡΟΣ: [1037, 1066, 1090, 1080]
signature: Δ. . . .: [900, 984, 934, 998]
headline: Η ΠΟΡΕΙΑ ΤΗΣ ΚΥΒΕΡΝΗΣΕΩΣ: [278, 1016, 414, 1053]
article-text: Σεβαστὴ καὶ ἐνάρετος δέσποινα ἀπεβίωσε καὶ ἐν Μεσολογγίῳ ἡ Δέσποινα Δ. Σκαρπή ἀφήσασα ἀπαρηγόρητον τὸν σύζυγον καὶ τὰ τέκνα της.: [687, 1286, 934, 1364]
row-label: Κρητικῆς Τραπέζης: [238, 557, 349, 571]
ad-title: ΣΤΟΙΧΕΙΟΧΥΤΗΡΙΟΝ Α. ΛΕΟΝΗ: [950, 1440, 1178, 1454]
ad-line: ΟΙ ΦΡΑΙΟΤΕΡΟΙ: [890, 301, 906, 415]
table-row: [238, 936, 455, 951]
headline: ΤΑ ΣΤΡΑΤΙΩΤΙΚΑ ΖΗΤΗΜΑΤΑ: [273, 1414, 420, 1451]
section-title: ΠΟΙΚΙΛΑ ΝΕΑ: [473, 430, 670, 461]
row-label: Ἑλληνικοῦ Πυριτιδοποιείου: [238, 762, 399, 775]
ad-line: διὰ τοῦ νεωτάτου συστήματος: [851, 224, 865, 415]
row-value: 322.—: [422, 324, 455, 339]
ad-line: ΤΕΧΝΗΤΟΙ ΟΔΟΝΤΕΣ: [911, 242, 930, 415]
row-label: Ἐθνικῆς: [238, 528, 286, 542]
ad-subtitle: Συφιλιδικῶν καὶ γυναικολογικῶν νοσημάτων: [1218, 1351, 1461, 1381]
hours-value: 12 — 2 καὶ 5 — 9 μ. μ.: [1277, 1460, 1406, 1473]
denture-icon: [468, 132, 773, 415]
table-row: [238, 602, 455, 617]
article-text: Ὁ κ. Θεοτόκης θ' ἀνακοινώσῃ τῷ Βασιλεῖ τὰ ἐν τῇ Βουλῇ κατὰ τὴν ἀπουσίαν Αὐτοῦ γενόμενα, θὰ ἐκθέσῃ δὲ Αὐτῷ τὰς σκέψεις τῆς Κυβερνήσεως περὶ τῆς ἐν τῷ μέλλοντι πορείας αὐτῆς, ὡς καὶ τὴν ἀπόφασιν της περὶ ὁριστικῆς ἐφαρμογῆς τοῦ νέου ἀστυνομικοῦ νόμου.: [238, 1202, 455, 1397]
rule: [238, 1405, 455, 1407]
row-value: 338.—: [422, 339, 455, 353]
article-text: Ὑποχρεοῖ τὸν ἐναγόμενον νὰ πληρώσῃ τῷ ἐνάγοντι τάλληρα ἀμερικανικὰ διακόσια (200) ἐντόκως ἀπὸ 1ης Νοεμβρίου 1895 ἢ χαρτίνας δραχμὰς ἑλληνικὰς χιλίας ὀκτακοσίας δέκα τρεῖς καὶ λεπτὰ 93 (ἀρθ. 1813 καὶ 93(00)) ἐντόκως ἀπὸ τῆς μέχρις ἐξοφλήσεως.: [943, 662, 1185, 788]
row-label: Ἡνοποιημένον ἄνευ τοκομεριδίου: [238, 295, 353, 323]
row-value: 104.75: [415, 295, 455, 309]
